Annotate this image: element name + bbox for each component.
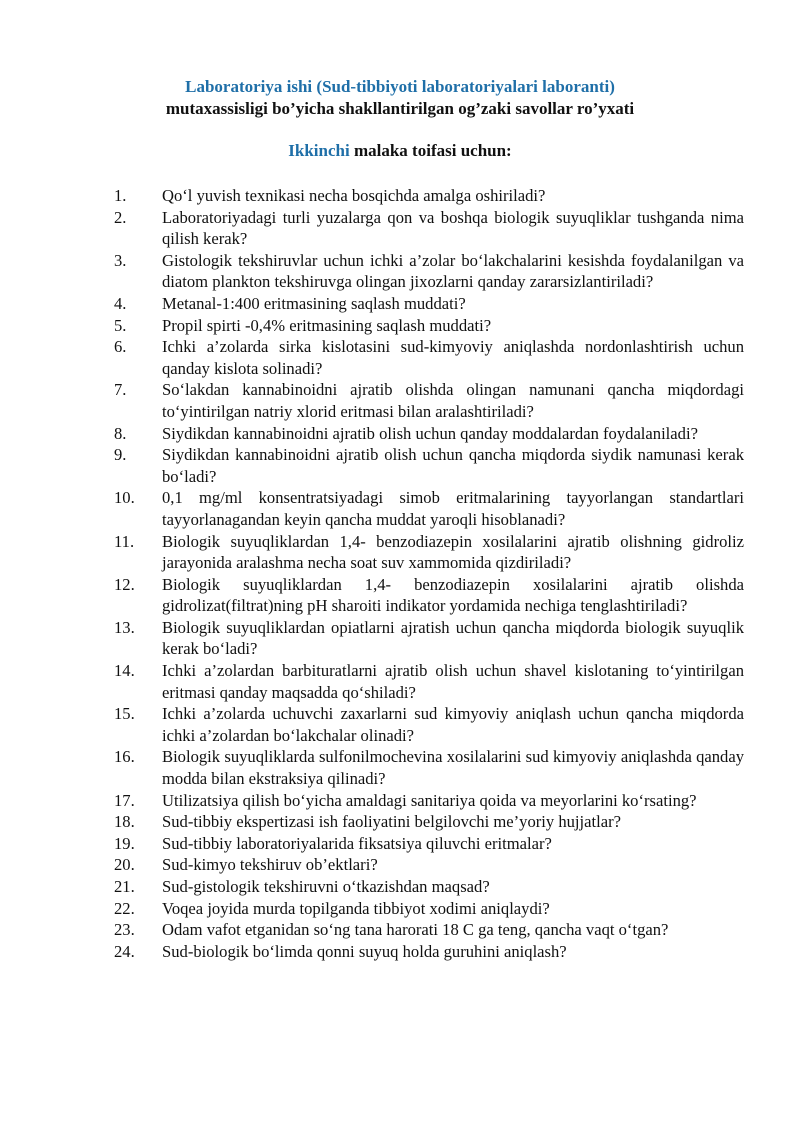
question-item (114, 941, 744, 963)
question-item (114, 660, 744, 703)
question-text: Sud-tibbiy ekspertizasi ish faoliyatini belgilovchi me’yoriy hujjatlar? (162, 812, 621, 832)
question-text: So‘lakdan kannabinoidni ajratib olishda olingan namunani qancha miqdordagi to‘yintirilgan natriy xlorid eritmasi bilan aralashtiriladi? (162, 380, 744, 421)
question-text: Ichki a’zolarda sirka kislotasini sud-kimyoviy aniqlashda nordonlashtirish uchun qanday kislota solinadi? (162, 337, 744, 378)
question-text: Biologik suyuqliklarda sulfonilmochevina xosilalarini sud kimyoviy aniqlashda qanday modda bilan ekstraksiya qilinadi? (162, 747, 744, 789)
question-list (114, 185, 744, 962)
question-number: 2. (114, 207, 127, 227)
question-text: 0,1 mg/ml konsentratsiyadagi simob eritmalarining tayyorlangan standartlari tayyorlanagandan keyin qancha muddat yaroqli hisoblanadi? (162, 488, 744, 529)
question-text: Odam vafot etganidan so‘ng tana harorati 18 C ga teng, qancha vaqt o‘tgan? (162, 920, 669, 940)
question-text: Qo‘l yuvish texnikasi necha bosqichda amalga oshiriladi? (162, 186, 546, 205)
question-number: 9. (114, 445, 127, 465)
question-item (114, 617, 744, 660)
question-text: Propil spirti -0,4% eritmasining saqlash muddati? (162, 315, 492, 335)
question-number: 20. (114, 855, 135, 875)
question-number: 3. (114, 250, 127, 270)
document-subtitle (0, 140, 800, 162)
question-number: 17. (114, 790, 135, 810)
question-number: 4. (114, 293, 127, 313)
question-item (114, 423, 744, 445)
question-item (114, 293, 744, 315)
question-item (114, 898, 744, 920)
question-text: Ichki a’zolarda uchuvchi zaxarlarni sud kimyoviy aniqlash uchun qancha miqdorda ichki a’zolardan bo‘lakchalar olinadi? (162, 704, 744, 745)
question-number: 8. (114, 423, 127, 443)
question-item (114, 207, 744, 250)
question-item (114, 336, 744, 379)
question-text: Gistologik tekshiruvlar uchun ichki a’zolar bo‘lakchalarini kesishda foydalanilgan va diatom plankton tekshiruvga olingan jixozlarni qanday zararsizlantiriladi? (162, 250, 744, 292)
question-text: Sud-biologik bo‘limda qonni suyuq holda guruhini aniqlash? (162, 941, 567, 961)
question-item (114, 574, 744, 617)
question-number: 19. (114, 833, 135, 853)
question-number: 6. (114, 337, 127, 357)
document-title-line2: mutaxassisligi bo’yicha shakllantirilgan og’zaki savollar ro’yxati (165, 99, 635, 118)
question-item (114, 185, 744, 207)
question-item (114, 487, 744, 530)
question-number: 7. (114, 380, 127, 400)
question-item (114, 315, 744, 337)
question-number: 22. (114, 898, 135, 918)
question-number: 15. (114, 704, 135, 724)
question-number: 11. (114, 531, 135, 551)
question-item (114, 811, 744, 833)
question-text: Biologik suyuqliklardan 1,4- benzodiazepin xosilalarini ajratib olishda gidrolizat(filtrat)ning pH sharoiti indikator yordamida nechiga tenglashtiriladi? (162, 574, 744, 616)
question-text: Siydikdan kannabinoidni ajratib olish uchun qanday moddalardan foydalaniladi? (162, 423, 698, 443)
question-item (114, 379, 744, 422)
document-title-line1: Laboratoriya ishi (Sud-tibbiyoti laboratoriyalari laboranti) (185, 77, 615, 96)
question-item (114, 876, 744, 898)
question-number: 13. (114, 617, 135, 637)
question-text: Sud-gistologik tekshiruvni o‘tkazishdan maqsad? (162, 877, 490, 896)
question-item (114, 854, 744, 876)
question-number: 21. (114, 877, 135, 896)
question-item (114, 444, 744, 487)
question-text: Sud-tibbiy laboratoriyalarida fiksatsiya qiluvchi eritmalar? (162, 833, 552, 853)
document-header (0, 76, 800, 162)
question-text: Sud-kimyo tekshiruv ob’ektlari? (162, 855, 378, 875)
question-text: Siydikdan kannabinoidni ajratib olish uchun qancha miqdorda siydik namunasi kerak bo‘ladi? (162, 445, 744, 486)
question-item (114, 531, 744, 574)
question-item (114, 746, 744, 789)
question-text: Ichki a’zolardan barbituratlarni ajratib olish uchun shavel kislotaning to‘yintirilgan eritmasi qanday maqsadda qo‘shiladi? (162, 661, 744, 702)
question-number: 16. (114, 747, 135, 767)
question-text: Voqea joyida murda topilganda tibbiyot xodimi aniqlaydi? (162, 898, 550, 918)
question-number: 18. (114, 812, 135, 832)
question-item (114, 833, 744, 855)
question-number: 23. (114, 920, 135, 940)
question-item (114, 250, 744, 293)
question-number: 12. (114, 574, 135, 594)
question-item (114, 703, 744, 746)
question-item (114, 919, 744, 941)
subtitle-accent-word: Ikkinchi (288, 141, 350, 160)
question-item (114, 790, 744, 812)
question-text: Biologik suyuqliklardan opiatlarni ajratish uchun qancha miqdorda biologik suyuqlik kerak bo‘ladi? (162, 617, 744, 659)
question-number: 14. (114, 661, 135, 681)
question-number: 10. (114, 488, 135, 508)
question-number: 1. (114, 186, 127, 205)
subtitle-rest: malaka toifasi uchun: (349, 141, 512, 160)
question-text: Laboratoriyadagi turli yuzalarga qon va boshqa biologik suyuqliklar tushganda nima qilish kerak? (162, 207, 744, 249)
question-number: 5. (114, 315, 127, 335)
question-text: Metanal-1:400 eritmasining saqlash muddati? (162, 293, 466, 313)
question-text: Biologik suyuqliklardan 1,4- benzodiazepin xosilalarini ajratib olishning gidroliz jarayonida aralashma necha soat suv xammomida qizdiriladi? (162, 531, 744, 573)
question-text: Utilizatsiya qilish bo‘yicha amaldagi sanitariya qoida va meyorlarini ko‘rsating? (162, 790, 697, 810)
question-number: 24. (114, 941, 135, 961)
